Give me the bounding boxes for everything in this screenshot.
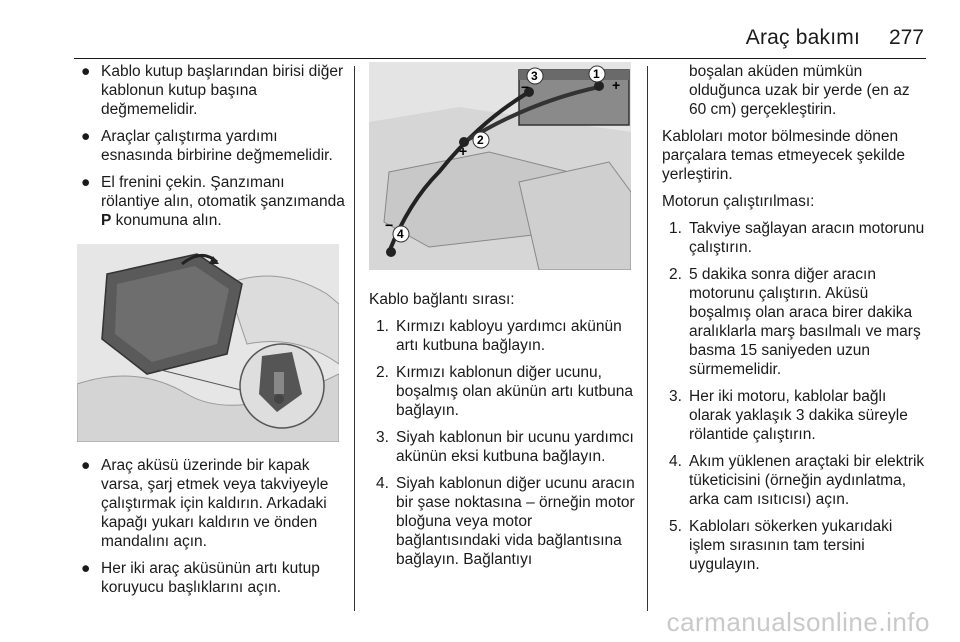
bullet-symbol: ● <box>81 560 91 577</box>
page-title: Araç bakımı <box>745 26 860 49</box>
header-rule <box>74 58 926 59</box>
plus-symbol: + <box>459 143 468 159</box>
gear-position-p: P <box>101 212 112 229</box>
battery-cover-drawing <box>77 244 339 442</box>
list-item <box>662 387 930 444</box>
section-heading: Kablo bağlantı sırası: <box>369 291 515 308</box>
callout-1-label: 1 <box>593 67 600 81</box>
bullet-text: Araçlar çalıştırma yardımı esnasında birbirine değmemelidir. <box>101 128 333 164</box>
page-header <box>0 20 960 60</box>
left-column <box>77 62 347 605</box>
bullet-item <box>77 62 347 119</box>
list-text: Siyah kablonun diğer ucunu aracın bir şase noktasına – örneğin motor bloğuna veya motor bağlantısındaki vida bağlantısına bağlayın. Bağlantıyı <box>396 475 635 568</box>
list-item <box>369 428 639 466</box>
paragraph: Kabloları motor bölmesinde dönen parçalara temas etmeyecek şekilde yerleştirin. <box>662 128 905 183</box>
list-text: Takviye sağlayan aracın motorunu çalıştırın. <box>689 220 925 256</box>
list-text: 5 dakika sonra diğer aracın motorunu çalıştırın. Aküsü boşalmış olan araca birer dakika aralıklarla marş basılmalı ve marş basma 15 saniyeden uzun sürmemelidir. <box>689 266 921 378</box>
list-text: Her iki motoru, kablolar bağlı olarak yaklaşık 3 dakika süreyle rölantide çalıştırın. <box>689 388 908 443</box>
column-divider <box>354 66 355 611</box>
continued-text: boşalan aküden mümkün olduğunca uzak bir yerde (en az 60 cm) gerçekleştirin. <box>689 63 910 118</box>
watermark: carmanualsonline.info <box>666 607 930 637</box>
list-item <box>662 517 930 574</box>
bullet-item <box>77 127 347 165</box>
list-item <box>369 363 639 420</box>
bullet-item <box>77 173 347 230</box>
right-column <box>662 62 930 582</box>
jump-start-cable-illustration <box>369 62 631 270</box>
list-item <box>369 474 639 569</box>
list-number: 3. <box>376 429 389 446</box>
list-number: 2. <box>376 364 389 381</box>
list-item <box>662 265 930 379</box>
list-text: Kırmızı kabloyu yardımcı akünün artı kutbuna bağlayın. <box>396 318 622 354</box>
callout-2-label: 2 <box>477 133 484 147</box>
list-text: Kabloları sökerken yukarıdaki işlem sırasının tam tersini uygulayın. <box>689 518 893 573</box>
bullet-symbol: ● <box>81 128 91 145</box>
minus-symbol: − <box>385 217 394 233</box>
bullet-item <box>77 456 347 551</box>
list-item <box>662 452 930 509</box>
list-number: 5. <box>669 518 682 535</box>
page-number: 277 <box>888 26 924 49</box>
jump-start-drawing <box>369 62 631 270</box>
list-item <box>369 317 639 355</box>
bullet-text-part: El frenini çekin. Şanzımanı rölantiye alın, otomatik şanzımanda <box>101 174 345 210</box>
bullet-symbol: ● <box>81 63 91 80</box>
list-number: 3. <box>669 388 682 405</box>
bullet-symbol: ● <box>81 174 91 191</box>
list-text: Siyah kablonun bir ucunu yardımcı akünün eksi kutbuna bağlayın. <box>396 429 634 465</box>
list-text: Akım yüklenen araçtaki bir elektrik tüketicisini (örneğin aydınlatma, arka cam ısıtıcısı) açın. <box>689 453 925 508</box>
list-number: 2. <box>669 266 682 283</box>
middle-column <box>369 62 639 577</box>
callout-4-label: 4 <box>397 227 404 241</box>
section-heading: Motorun çalıştırılması: <box>662 193 815 210</box>
list-text: Kırmızı kablonun diğer ucunu, boşalmış olan akünün artı kutbuna bağlayın. <box>396 364 633 419</box>
bullet-text: Kablo kutup başlarından birisi diğer kablonun kutup başına değmemelidir. <box>101 63 344 118</box>
bullet-symbol: ● <box>81 457 91 474</box>
bullet-text: Her iki araç aküsünün artı kutup koruyucu başlıklarını açın. <box>101 560 320 596</box>
list-number: 1. <box>669 220 682 237</box>
list-number: 1. <box>376 318 389 335</box>
plus-symbol: + <box>612 77 621 93</box>
column-divider <box>647 66 648 611</box>
battery-cover-illustration <box>77 244 339 442</box>
callout-3-label: 3 <box>531 69 538 83</box>
minus-symbol: − <box>521 79 530 95</box>
bullet-item <box>77 559 347 597</box>
bullet-text <box>101 174 345 229</box>
list-item <box>662 219 930 257</box>
list-number: 4. <box>376 475 389 492</box>
bullet-text: Araç aküsü üzerinde bir kapak varsa, şarj etmek veya takviyeyle çalıştırmak için kaldırın. Arkadaki kapağı yukarı kaldırın ve önden mandalını açın. <box>101 457 329 550</box>
bullet-text-part: konumuna alın. <box>111 212 222 229</box>
list-number: 4. <box>669 453 682 470</box>
